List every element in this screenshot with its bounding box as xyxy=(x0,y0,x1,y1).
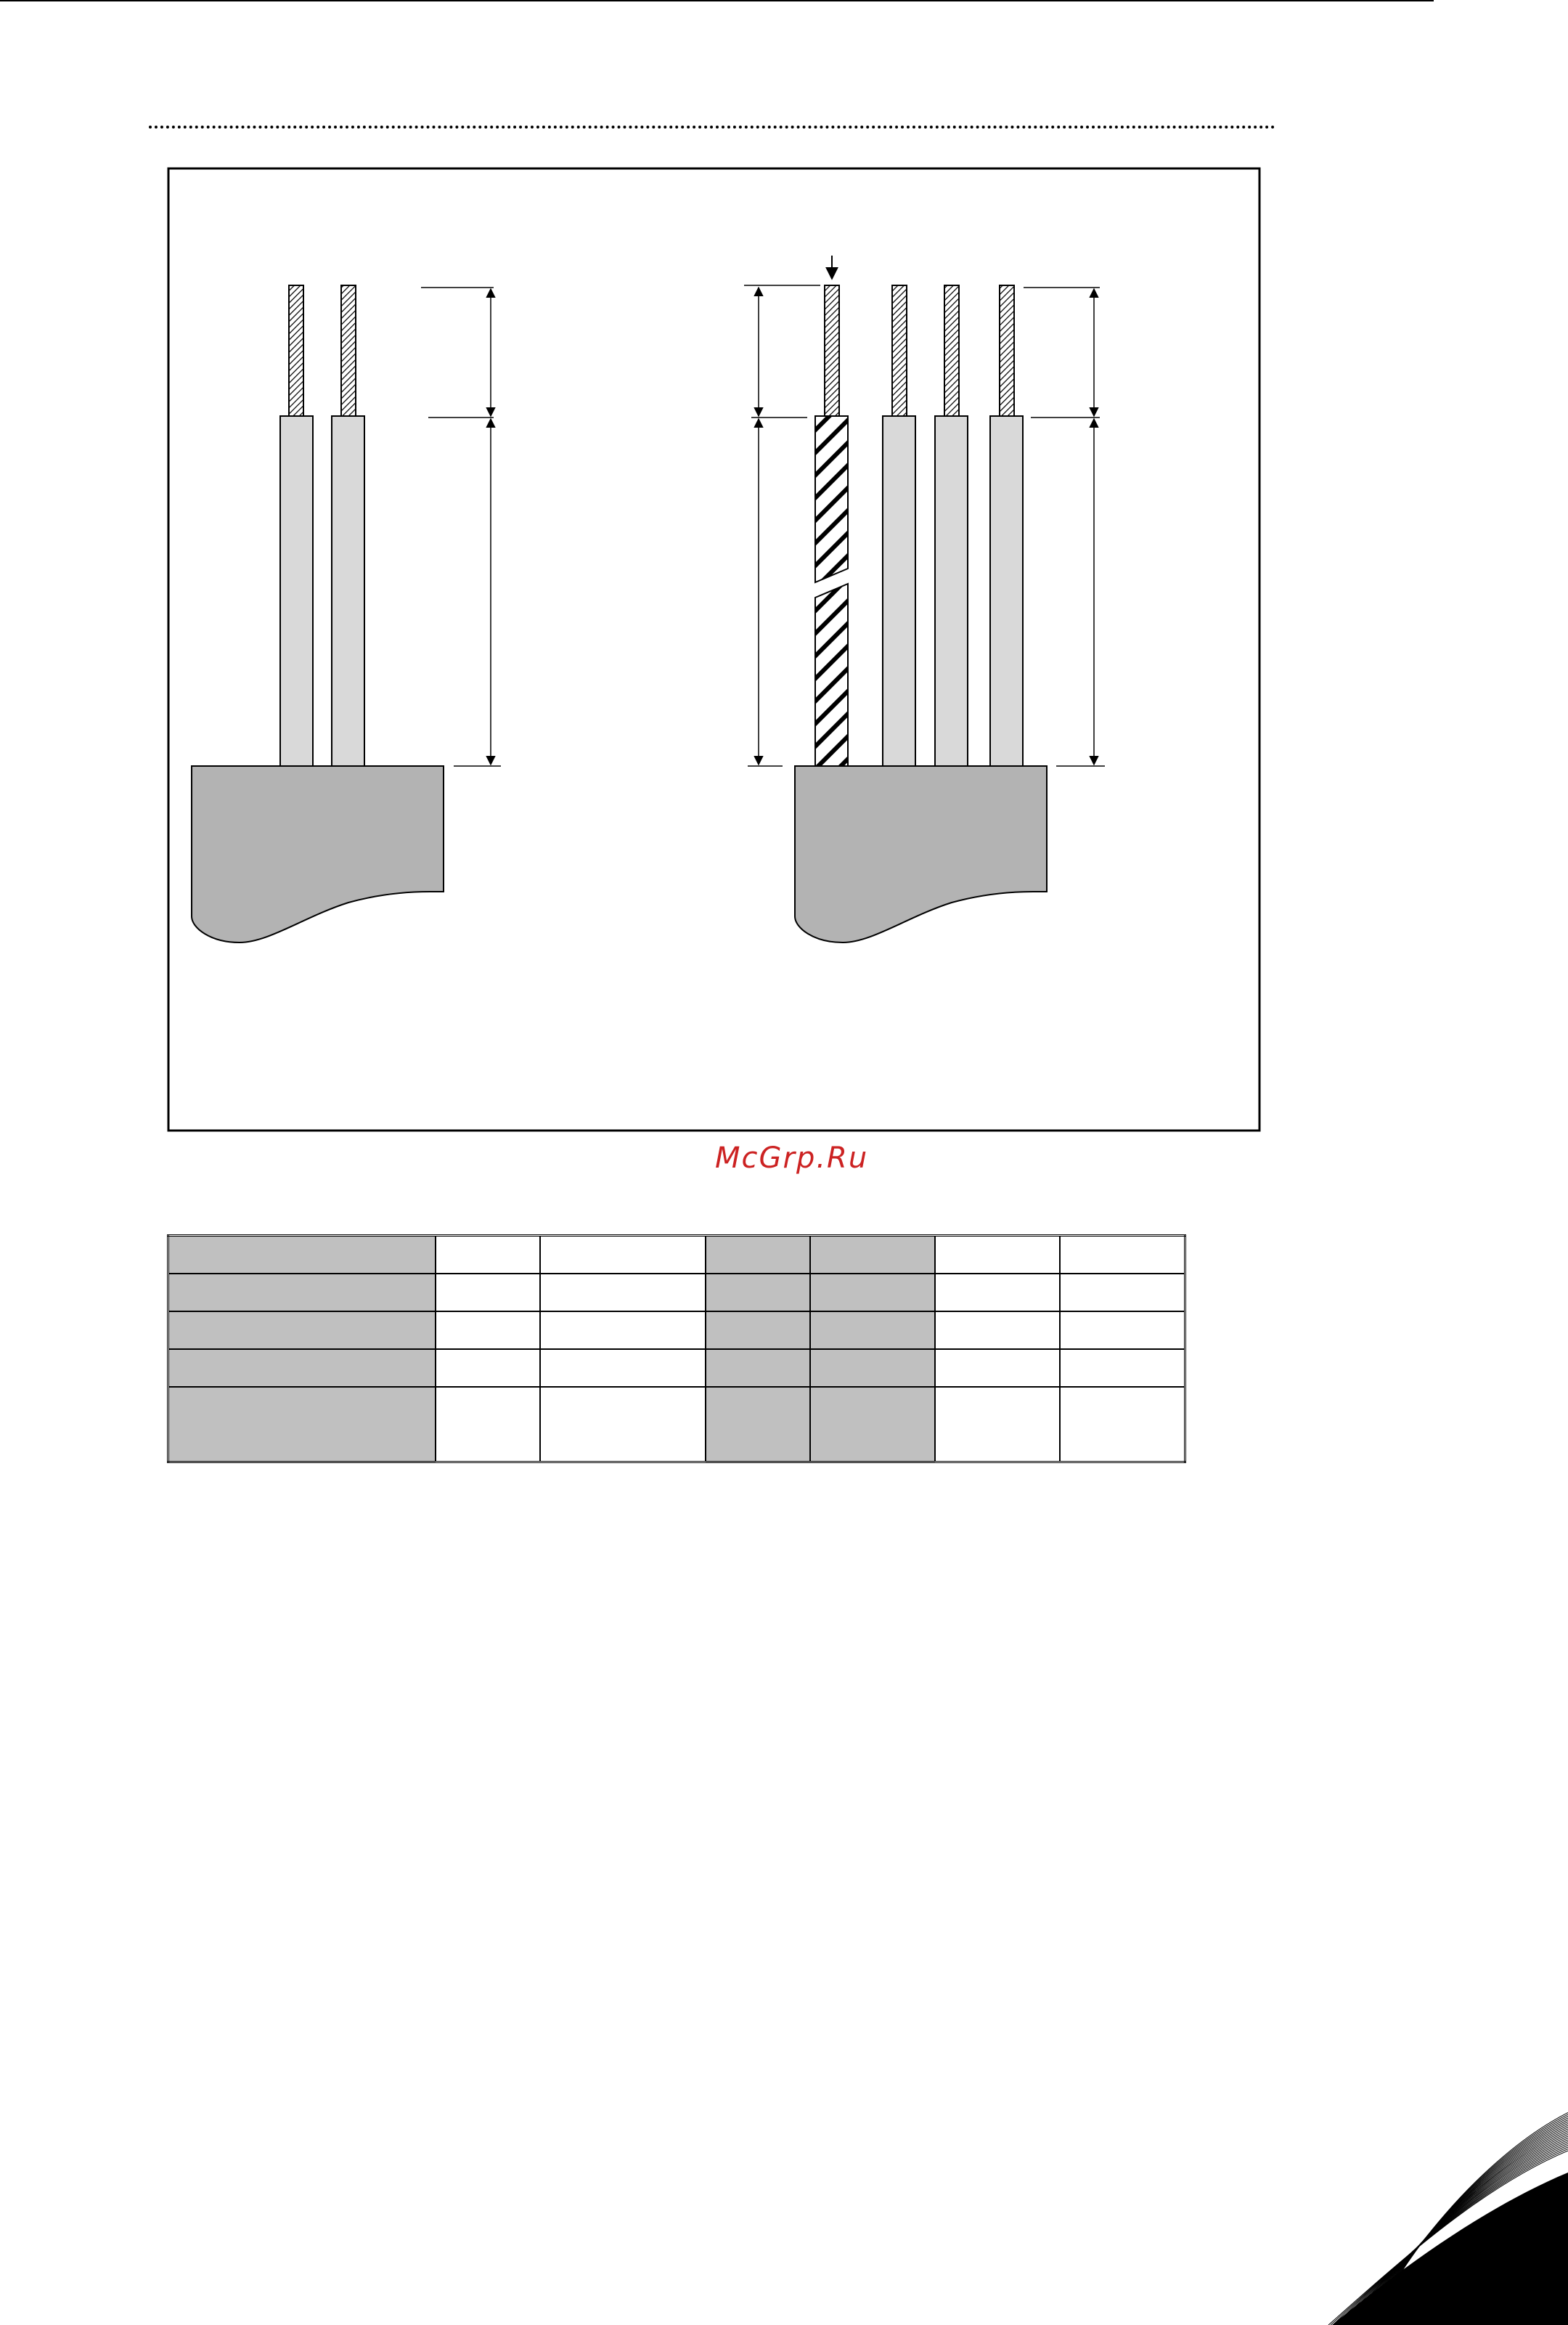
table-row xyxy=(168,1274,1185,1311)
table-cell xyxy=(168,1274,436,1311)
table-cell xyxy=(540,1387,706,1462)
cable-stripping-figure xyxy=(0,0,1568,1162)
table-cell xyxy=(168,1311,436,1349)
table-cell xyxy=(540,1274,706,1311)
table-cell xyxy=(935,1311,1060,1349)
table-cell xyxy=(935,1349,1060,1387)
table-cell xyxy=(1060,1349,1185,1387)
right-shield-braid-lower xyxy=(815,584,848,766)
table-cell xyxy=(810,1236,935,1274)
table-cell xyxy=(540,1236,706,1274)
table-cell xyxy=(1060,1274,1185,1311)
table-cell xyxy=(1060,1236,1185,1274)
table-cell xyxy=(706,1311,810,1349)
table-cell xyxy=(706,1387,810,1462)
table-cell xyxy=(935,1236,1060,1274)
left-conductor-1-strands xyxy=(289,285,303,416)
table-cell xyxy=(168,1236,436,1274)
right-conductor-3-strands xyxy=(1000,285,1014,416)
right-conductor-1-strands xyxy=(892,285,907,416)
table-cell xyxy=(810,1387,935,1462)
table-cell xyxy=(935,1274,1060,1311)
table-cell xyxy=(436,1349,540,1387)
right-shield-braid-upper xyxy=(815,416,848,582)
watermark-text: McGrp.Ru xyxy=(715,1141,869,1175)
table-row xyxy=(168,1387,1185,1462)
stripping-length-table xyxy=(167,1234,1186,1463)
left-conductor-2-insulation xyxy=(332,416,364,766)
table-row xyxy=(168,1349,1185,1387)
table-row xyxy=(168,1236,1185,1274)
table-cell xyxy=(436,1274,540,1311)
table-cell xyxy=(168,1387,436,1462)
table-cell xyxy=(935,1387,1060,1462)
right-shield-conductor-strands xyxy=(825,285,839,416)
table-cell xyxy=(436,1311,540,1349)
left-conductor-2-strands xyxy=(341,285,356,416)
left-conductor-1-insulation xyxy=(280,416,313,766)
table-cell xyxy=(540,1349,706,1387)
corner-swoosh-graphic xyxy=(1205,2093,1568,2325)
table-row xyxy=(168,1311,1185,1349)
table-cell xyxy=(706,1236,810,1274)
right-conductor-2-strands xyxy=(944,285,959,416)
table-cell xyxy=(810,1274,935,1311)
table-cell xyxy=(706,1349,810,1387)
right-conductor-3-insulation xyxy=(990,416,1023,766)
table-cell xyxy=(168,1349,436,1387)
table-cell xyxy=(1060,1311,1185,1349)
table-cell xyxy=(540,1311,706,1349)
table-cell xyxy=(436,1387,540,1462)
table-cell xyxy=(436,1236,540,1274)
table-cell xyxy=(1060,1387,1185,1462)
right-conductor-1-insulation xyxy=(883,416,915,766)
table-cell xyxy=(810,1311,935,1349)
table-cell xyxy=(810,1349,935,1387)
table-cell xyxy=(706,1274,810,1311)
right-conductor-2-insulation xyxy=(935,416,968,766)
